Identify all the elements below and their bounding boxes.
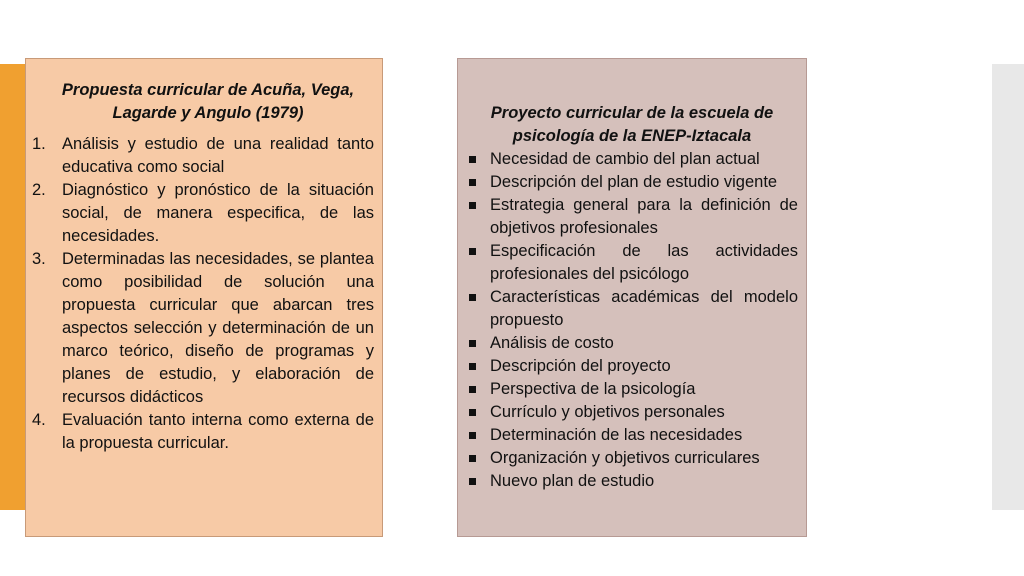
- list-item: [466, 332, 798, 355]
- list-item-text: Análisis de costo: [490, 334, 614, 352]
- list-number: 3.: [32, 250, 46, 268]
- list-item: [32, 409, 374, 455]
- list-item-text: Determinación de las necesidades: [490, 426, 743, 444]
- list-item: [466, 148, 798, 171]
- list-item: [32, 179, 374, 248]
- square-bullet-icon: [469, 478, 476, 485]
- list-item-text: Currículo y objetivos personales: [490, 403, 725, 421]
- list-item-text: Necesidad de cambio del plan actual: [490, 150, 760, 168]
- list-item: [466, 355, 798, 378]
- list-item: [466, 378, 798, 401]
- square-bullet-icon: [469, 363, 476, 370]
- list-item-text: Descripción del plan de estudio vigente: [490, 173, 778, 191]
- square-bullet-icon: [469, 340, 476, 347]
- list-item: [466, 447, 798, 470]
- square-bullet-icon: [469, 294, 476, 301]
- list-item-text: Estrategia general para la definición de objetivos profesionales: [490, 196, 798, 237]
- square-bullet-icon: [469, 156, 476, 163]
- list-item: [466, 240, 798, 286]
- left-text-box: [25, 58, 383, 537]
- list-item-text: Descripción del proyecto: [490, 357, 671, 375]
- list-item-text: Análisis y estudio de una realidad tanto educativa como social: [62, 135, 374, 176]
- list-number: 4.: [32, 411, 46, 429]
- list-item-text: Características académicas del modelo propuesto: [490, 288, 798, 329]
- right-accent-bar: [992, 64, 1024, 510]
- bullet-list: [466, 148, 798, 493]
- list-item: [466, 286, 798, 332]
- list-item-text: Perspectiva de la psicología: [490, 380, 696, 398]
- list-item-text: Especificación de las actividades profesionales del psicólogo: [490, 242, 798, 283]
- left-accent-bar: [0, 64, 25, 510]
- right-text-box: [457, 58, 807, 537]
- numbered-list: [32, 133, 374, 455]
- list-number: 1.: [32, 135, 46, 153]
- list-number: 2.: [32, 181, 46, 199]
- left-box-title: Propuesta curricular de Acuña, Vega, Lagarde y Angulo (1979): [61, 81, 355, 122]
- list-item: [466, 401, 798, 424]
- list-item-text: Determinadas las necesidades, se plantea como posibilidad de solución una propuesta curricular que abarcan tres aspectos selección y determinación de un marco teórico, diseño de programas y planes de estudio, y elaboración de recursos didácticos: [62, 250, 374, 406]
- square-bullet-icon: [469, 248, 476, 255]
- list-item: [32, 248, 374, 409]
- square-bullet-icon: [469, 409, 476, 416]
- square-bullet-icon: [469, 179, 476, 186]
- square-bullet-icon: [469, 432, 476, 439]
- list-item-text: Diagnóstico y pronóstico de la situación social, de manera especifica, de las necesidades.: [62, 181, 374, 245]
- list-item-text: Evaluación tanto interna como externa de la propuesta curricular.: [62, 411, 374, 452]
- list-item-text: Organización y objetivos curriculares: [490, 449, 760, 467]
- square-bullet-icon: [469, 386, 476, 393]
- right-box-title: Proyecto curricular de la escuela de psicología de la ENEP-Iztacala: [490, 104, 774, 145]
- list-item: [466, 424, 798, 447]
- list-item: [466, 470, 798, 493]
- list-item: [466, 171, 798, 194]
- list-item-text: Nuevo plan de estudio: [490, 472, 655, 490]
- square-bullet-icon: [469, 455, 476, 462]
- list-item: [32, 133, 374, 179]
- list-item: [466, 194, 798, 240]
- square-bullet-icon: [469, 202, 476, 209]
